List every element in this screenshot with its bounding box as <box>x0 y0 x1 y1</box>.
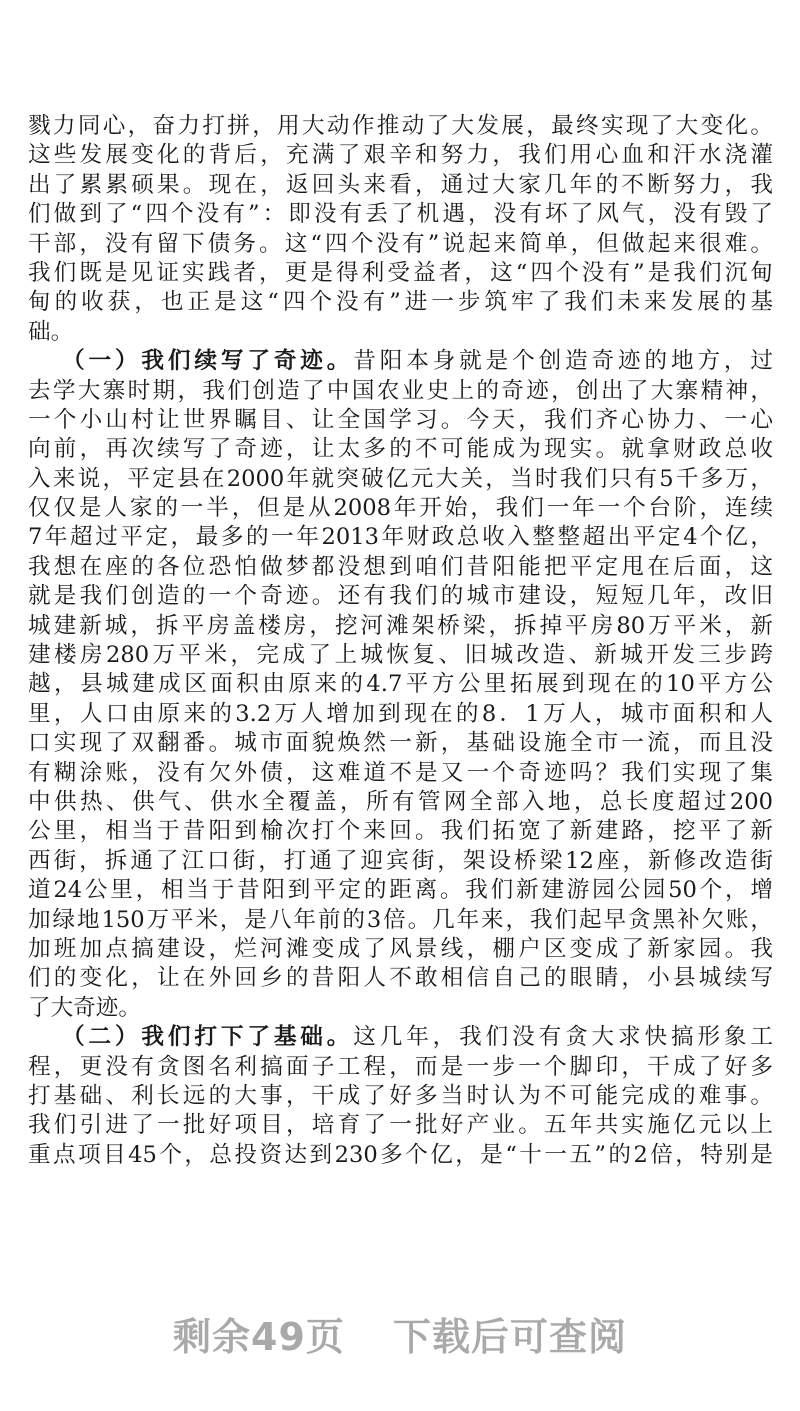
paragraph-line: 口实现了双翻番。城市面貌焕然一新，基础设施全市一流，而且没 <box>28 730 773 757</box>
paragraph-line: 重点项目45个，总投资达到230多个亿，是“十一五”的2倍，特别是 <box>28 1141 773 1168</box>
paragraph-line: 就是我们创造的一个奇迹。还有我们的城市建设，短短几年，改旧 <box>28 583 773 610</box>
section-first-line-text: 昔阳本身就是个创造奇迹的地方，过 <box>353 348 774 375</box>
section-first-line <box>28 1023 773 1052</box>
paragraph-line: 我们既是见证实践者，更是得利受益者，这“四个没有”是我们沉甸 <box>28 259 773 286</box>
paragraph-line: 干部，没有留下债务。这“四个没有”说起来简单，但做起来很难。 <box>28 230 773 257</box>
paragraph-line: 建楼房280万平米，完成了上城恢复、旧城改造、新城开发三步跨 <box>28 642 773 669</box>
paragraph-line: 我想在座的各位恐怕做梦都没想到咱们昔阳能把平定甩在后面，这 <box>28 553 773 580</box>
document-body <box>28 112 773 1170</box>
remaining-pages-label: 剩余49页 <box>173 1315 345 1359</box>
paragraph-line: 程，更没有贪图名利搞面子工程，而是一步一个脚印，干成了好多 <box>28 1053 773 1080</box>
paragraph-line: 了大奇迹。 <box>28 994 141 1021</box>
section-heading: （一）我们续写了奇迹。 <box>62 348 354 375</box>
section-first-line <box>28 347 773 376</box>
section-heading: （二）我们打下了基础。 <box>62 1024 354 1051</box>
paragraph-line: 7年超过平定，最多的一年2013年财政总收入整整超出平定4个亿， <box>28 524 773 551</box>
paragraph-line: 西街，拆通了江口街，打通了迎宾街，架设桥梁12座，新修改造街 <box>28 847 773 874</box>
paragraph-line: 有糊涂账，没有欠外债，这难道不是又一个奇迹吗？我们实现了集 <box>28 759 773 786</box>
paragraph-line: 这些发展变化的背后，充满了艰辛和努力，我们用心血和汗水浇灌 <box>28 142 773 169</box>
paragraph-line: 加绿地150万平米，是八年前的3倍。几年来，我们起早贪黑补欠账， <box>28 906 773 933</box>
paragraph-line: 道24公里，相当于昔阳到平定的距离。我们新建游园公园50个，增 <box>28 877 773 904</box>
paragraph-line: 加班加点搞建设，烂河滩变成了风景线，棚户区变成了新家园。我 <box>28 935 773 962</box>
paragraph-line: 出了累累硕果。现在，返回头来看，通过大家几年的不断努力，我 <box>28 171 773 198</box>
paragraph-line: 向前，再次续写了奇迹，让太多的不可能成为现实。就拿财政总收 <box>28 436 773 463</box>
paragraph-line: 中供热、供气、供水全覆盖，所有管网全部入地，总长度超过200 <box>28 788 773 815</box>
paragraph-line: 公里，相当于昔阳到榆次打个来回。我们拓宽了新建路，挖平了新 <box>28 818 773 845</box>
paragraph-line: 们的变化，让在外回乡的昔阳人不敢相信自己的眼睛，小县城续写 <box>28 965 773 992</box>
paragraph-line: 础。 <box>28 318 74 345</box>
paragraph-line: 我们引进了一批好项目，培育了一批好产业。五年共实施亿元以上 <box>28 1112 773 1139</box>
section-first-line-text: 这几年，我们没有贪大求快搞形象工 <box>353 1024 774 1051</box>
paragraph-line: 去学大寨时期，我们创造了中国农业史上的奇迹，创出了大寨精神， <box>28 377 773 404</box>
paragraph-line: 戮力同心，奋力打拼，用大动作推动了大发展，最终实现了大变化。 <box>28 113 773 139</box>
paragraph-line: 一个小山村让世界瞩目、让全国学习。今天，我们齐心协力、一心 <box>28 406 773 433</box>
paragraph-line: 打基础、利长远的大事，干成了好多当时认为不可能完成的难事。 <box>28 1082 773 1109</box>
paragraph-line: 甸的收获，也正是这“四个没有”进一步筑牢了我们未来发展的基 <box>28 289 773 316</box>
paragraph-line: 城建新城，拆平房盖楼房，挖河滩架桥梁，拆掉平房80万平米，新 <box>28 612 773 639</box>
download-prompt-banner[interactable] <box>0 1306 800 1361</box>
download-to-view-label: 下载后可查阅 <box>392 1315 627 1359</box>
paragraph-line: 们做到了“四个没有”：即没有丢了机遇，没有坏了风气，没有毁了 <box>28 201 773 228</box>
paragraph-line: 里，人口由原来的3.2万人增加到现在的8．1万人，城市面积和人 <box>28 700 773 727</box>
paragraph-line: 入来说，平定县在2000年就突破亿元大关，当时我们只有5千多万， <box>28 465 773 492</box>
paragraph-line: 仅仅是人家的一半，但是从2008年开始，我们一年一个台阶，连续 <box>28 495 773 522</box>
paragraph-line: 越，县城建成区面积由原来的4.7平方公里拓展到现在的10平方公 <box>28 671 773 698</box>
